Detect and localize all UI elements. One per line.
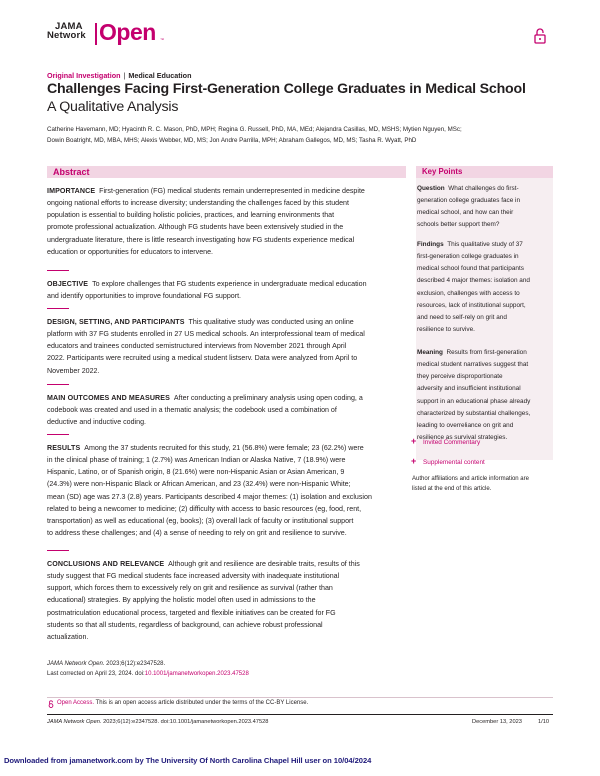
text-line: Although grit and resilience are desirable traits, results of this [168, 560, 360, 568]
text-line: undergraduate literature, there is little research investigating how FG students experience medical [47, 235, 355, 244]
text-line: To explore challenges that FG students experience in undergraduate medical education [92, 280, 367, 288]
text-line: ongoing national efforts to increase diversity; understanding the challenges faced by this student [47, 199, 349, 208]
text-line: First-generation (FG) medical students remain underrepresented in medicine despite [99, 187, 365, 195]
doi-link[interactable]: 10.1001/jamanetworkopen.2023.47528 [144, 671, 249, 677]
article-type-line [47, 71, 191, 80]
abstract-conclusions [47, 558, 405, 643]
text-line: first-generation college graduates in [417, 253, 519, 261]
text-line: postmatriculation educational process, targeted and flexible initiatives can be created for FG [47, 608, 336, 617]
article-type-separator: | [123, 71, 126, 80]
footer-journal: JAMA Network Open. [47, 719, 102, 725]
logo-trademark: ™ [160, 37, 164, 42]
citation-block [47, 659, 249, 679]
text-line: mean (SD) age was 27.3 (2.8) years. Participants described 4 major themes: (1) isolation and exclusion [47, 492, 372, 501]
text-line: Hispanic, Latino, or of Spanish origin, 8 (21.6%) were non-Hispanic Asian or Asian American, 9 [47, 468, 345, 477]
text-line: medical student narratives suggest that [417, 361, 529, 369]
text-line: platform with 37 FG students enrolled in 27 US medical schools. An interprofessional team of medical [47, 330, 365, 339]
text-line: adversity and insufficient institutional [417, 385, 521, 393]
text-line: education or opportunities for educators to intervene. [47, 247, 214, 256]
logo-divider [95, 23, 97, 45]
open-access-divider [47, 697, 553, 698]
meaning-label: Meaning [417, 349, 443, 356]
section-divider [47, 308, 69, 309]
abstract-results [47, 442, 405, 539]
open-access-statement [57, 700, 308, 706]
supplemental-content-link[interactable]: Supplemental content [423, 459, 485, 466]
abstract-objective [47, 278, 405, 302]
text-line: support, which forces them to excessively rely on grit and resilience as survival (rather than [47, 584, 333, 593]
article-subtitle: A Qualitative Analysis [47, 99, 179, 115]
open-access-icon [48, 700, 54, 708]
text-line: medical school, and how can their [417, 209, 514, 217]
text-line: What challenges do first- [448, 185, 519, 192]
article-title: Challenges Facing First-Generation College Graduates in Medical School [47, 81, 526, 97]
article-subject[interactable]: Medical Education [128, 71, 192, 80]
text-line: Among the 37 students recruited for this study, 21 (56.8%) were female; 23 (62.2%) were [84, 444, 364, 452]
footer-reference: 2023;6(12):e2347528. doi:10.1001/jamanetworkopen.2023.47528 [101, 719, 269, 725]
text-line: resources, lack of institutional support, [417, 301, 526, 309]
lock-icon [534, 27, 546, 44]
open-access-label[interactable]: Open Access. [57, 700, 95, 706]
plus-icon[interactable]: + [411, 436, 417, 446]
text-line: This qualitative study was conducted using an online [188, 318, 354, 326]
invited-commentary-link[interactable]: Invited Commentary [423, 439, 481, 446]
footer-citation [47, 719, 268, 725]
download-watermark: Downloaded from jamanetwork.com by The University Of North Carolina Chapel Hill user on 10/04/2024 [4, 756, 372, 765]
findings-label: Findings [417, 241, 444, 248]
text-line: actualization. [47, 632, 89, 641]
text-line: and need to self-rely on grit and [417, 313, 507, 321]
measures-label: MAIN OUTCOMES AND MEASURES [47, 394, 170, 402]
key-points-meaning [417, 347, 547, 444]
design-label: DESIGN, SETTING, AND PARTICIPANTS [47, 318, 185, 326]
text-line: they perceive disproportionate [417, 373, 503, 381]
publication-date: December 13, 2023 [472, 719, 522, 725]
author-line: Dowin Boatright, MD, MBA, MHS; Alexis Webber, MD, MS; Jon Andre Parrilla, MPH; Abraham Gallegos, MD, MS; Tasha R. Wyatt, PhD [47, 136, 417, 144]
key-points-heading-band [416, 166, 553, 178]
text-line: and identify opportunities to improve foundational FG support. [47, 292, 242, 301]
text-line: exclusion, challenges with access to [417, 289, 520, 297]
text-line: transportation) as well as educational (eg, books); (3) overall lack of faculty or institutional support [47, 516, 354, 525]
text-line: deductive and inductive coding. [47, 418, 146, 427]
text-line: 2022. Participants were recruited using a medical student listserv. Data were analyzed from April to [47, 354, 358, 363]
footer-divider [47, 714, 553, 715]
author-list [47, 125, 567, 146]
text-line: resilience to survive. [417, 326, 475, 334]
key-points-heading: Key Points [422, 167, 463, 176]
abstract-heading: Abstract [53, 167, 90, 177]
text-line: November 2022. [47, 366, 100, 375]
key-points-question [417, 183, 547, 232]
plus-icon[interactable]: + [411, 456, 417, 466]
text-line: schools better support them? [417, 221, 500, 229]
text-line: population is essential to building holistic policies, practices, and learning environments that [47, 211, 335, 220]
section-divider [47, 270, 69, 271]
conclusions-label: CONCLUSIONS AND RELEVANCE [47, 560, 165, 568]
section-divider [47, 434, 69, 435]
text-line: educational) strategies. By applying the holistic model often used in admissions to the [47, 596, 316, 605]
section-divider [47, 384, 69, 385]
text-line: educators and trainees conducted semistructured interviews from November 2021 through April [47, 342, 347, 351]
text-line: listed at the end of this article. [412, 485, 492, 492]
page-number: 1/10 [538, 719, 550, 725]
text-line: to address these challenges; and (4) a sense of needing to rely on grit and resilience to survive. [47, 529, 347, 538]
text-line: This qualitative study of 37 [447, 241, 523, 248]
objective-label: OBJECTIVE [47, 280, 89, 288]
results-label: RESULTS [47, 444, 81, 452]
logo-open-word: Open [99, 19, 156, 45]
author-line: Catherine Havemann, MD; Hyacinth R. C. Mason, PhD, MPH; Regina G. Russell, PhD, MA, MEd; Alejandra Casillas, MD, MSHS; Mytien Nguyen, MSc; [47, 126, 462, 133]
text-line: study suggest that FG medical students face increased adversity with inadequate institutional [47, 572, 340, 581]
logo-wordmark [47, 22, 86, 40]
abstract-design [47, 316, 405, 377]
text-line: in the clinical phase of training; 1 (2.7%) was American Indian or Alaska Native, 7 (18.9%) were [47, 456, 346, 465]
logo-line-network: Network [47, 30, 86, 41]
importance-label: IMPORTANCE [47, 187, 96, 195]
text-line: resilience as survival strategies. [417, 434, 508, 442]
question-label: Question [417, 185, 445, 192]
citation-reference: 2023;6(12):e2347528. [104, 661, 166, 667]
section-divider [47, 550, 69, 551]
article-type[interactable]: Original Investigation [47, 71, 121, 80]
logo-line-jama: JAMA [55, 21, 83, 32]
text-line: characterized by substantial challenges, [417, 409, 531, 417]
abstract-heading-band [47, 166, 406, 178]
text-line: generation college graduates face in [417, 197, 521, 205]
text-line: related to being a newcomer to medicine; (2) difficulty with access to basic resources (eg, food, rent, [47, 504, 362, 513]
jama-network-open-logo [47, 19, 177, 50]
text-line: promote professional actualization. Although FG students have been extensively studied in the [47, 223, 344, 232]
correction-note: Last corrected on April 23, 2024. doi: [47, 671, 145, 677]
author-affiliations-note [412, 475, 552, 494]
text-line: Author affiliations and article information are [412, 476, 529, 482]
text-line: (24.3%) were non-Hispanic Black or African American, and 23 (32.4%) were non-Hispanic White; [47, 480, 351, 489]
text-line: codebook was created and used in a thematic analysis; the codebook used a combination of [47, 406, 337, 415]
text-line: After conducting a preliminary analysis using open coding, a [173, 394, 363, 402]
open-access-text: This is an open access article distributed under the terms of the CC-BY License. [94, 700, 309, 706]
text-line: leading to overreliance on grit and [417, 421, 514, 429]
text-line: students so that all students, regardless of background, can achieve robust professional [47, 620, 323, 629]
text-line: Results from first-generation [446, 349, 527, 356]
text-line: support in an educational phase already [417, 397, 531, 405]
abstract-measures [47, 392, 405, 428]
citation-journal: JAMA Network Open. [47, 661, 105, 667]
key-points-findings [417, 239, 547, 336]
text-line: medical school found that participants [417, 265, 524, 273]
text-line: described 4 major themes: isolation and [417, 277, 530, 285]
abstract-importance [47, 185, 405, 258]
